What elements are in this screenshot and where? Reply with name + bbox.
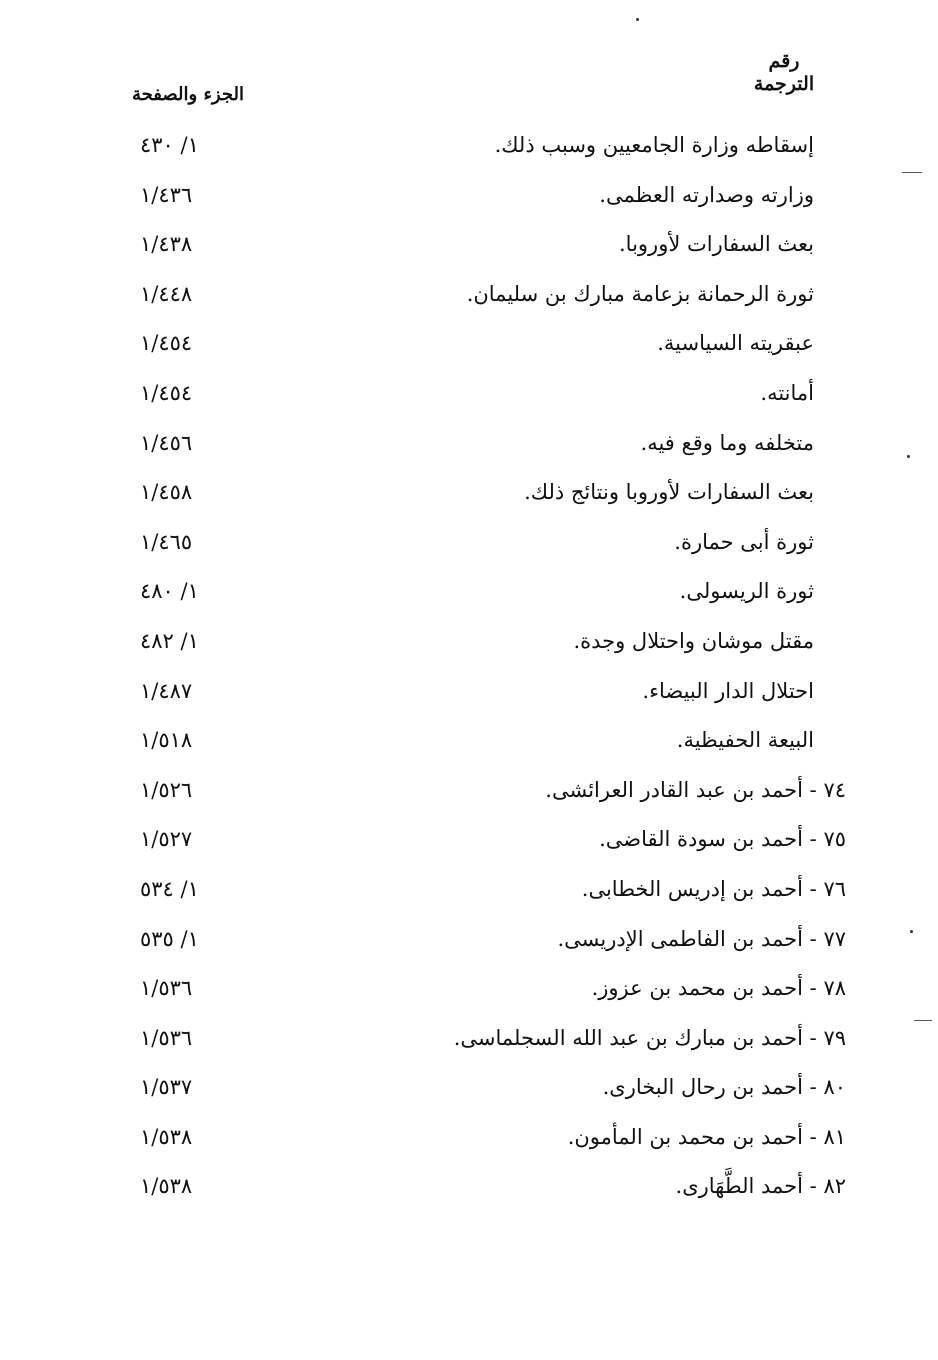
entry-title: إسقاطه وزارة الجامعيين وسبب ذلك. <box>494 133 814 157</box>
entry-title: احتلال الدار البيضاء. <box>642 678 814 703</box>
entry-page: ١/٥٣٦ <box>140 1025 193 1050</box>
entry-title: ٧٤ - أحمد بن عبد القادر العرائشى. <box>545 777 846 802</box>
entry-page: ١/ ٤٨٠ <box>140 579 199 604</box>
entry-title: ٧٨ - أحمد بن محمد بن عزوز. <box>591 976 846 1001</box>
toc-row <box>0 1169 938 1219</box>
entry-title: ثورة الريسولى. <box>679 579 814 604</box>
scan-speck <box>907 455 910 458</box>
entry-page: ١/٤٥٨ <box>140 480 193 505</box>
entry-title: بعث السفارات لأوروبا ونتائج ذلك. <box>524 480 814 505</box>
volume-page-column-header: الجزء والصفحة <box>132 84 244 105</box>
toc-row <box>0 376 938 426</box>
toc-row <box>0 525 938 575</box>
entry-title: ثورة الرحمانة بزعامة مبارك بن سليمان. <box>466 281 814 306</box>
entry-title: ٨٠ - أحمد بن رحال البخارى. <box>602 1075 846 1100</box>
entry-page: ١/٤٦٥ <box>140 529 193 554</box>
entry-title: ثورة أبى حمارة. <box>674 529 814 554</box>
toc-row <box>0 178 938 228</box>
entry-title: البيعة الحفيظية. <box>676 728 814 753</box>
entry-number-header-line1: رقم <box>768 50 800 72</box>
toc-row <box>0 1070 938 1120</box>
toc-row <box>0 1120 938 1170</box>
entry-page: ١/ ٤٨٢ <box>140 628 199 653</box>
toc-row <box>0 822 938 872</box>
entry-title: أمانته. <box>760 380 814 405</box>
scan-speck <box>910 930 913 933</box>
entry-page: ١/٤٣٦ <box>140 182 193 207</box>
entry-page: ١/٤٥٤ <box>140 380 193 405</box>
toc-row <box>0 922 938 972</box>
toc-row <box>0 872 938 922</box>
entry-title: ٧٧ - أحمد بن الفاطمى الإدريسى. <box>557 926 846 951</box>
entry-page: ١/٤٨٧ <box>140 678 193 703</box>
entry-page: ١/٥٣٧ <box>140 1075 193 1100</box>
entry-page: ١/٥٢٧ <box>140 827 193 852</box>
entry-title: ٨٢ - أحمد الطَّهَارى. <box>675 1174 846 1199</box>
entry-page: ١/٥١٨ <box>140 728 193 753</box>
entry-title: ٧٦ - أحمد بن إدريس الخطابى. <box>581 876 846 901</box>
toc-row <box>0 574 938 624</box>
entry-page: ١/٤٤٨ <box>140 281 193 306</box>
entry-page: ١/٥٢٦ <box>140 777 193 802</box>
entry-page: ١/ ٤٣٠ <box>140 133 199 157</box>
entry-title: ٨١ - أحمد بن محمد بن المأمون. <box>567 1124 846 1149</box>
entry-title: ٧٩ - أحمد بن مبارك بن عبد الله السجلماسى. <box>453 1025 846 1050</box>
toc-row <box>0 773 938 823</box>
entry-page: ١/٥٣٨ <box>140 1174 193 1199</box>
toc-row <box>0 426 938 476</box>
entry-title: مقتل موشان واحتلال وجدة. <box>573 628 814 653</box>
toc-row <box>0 1021 938 1071</box>
entry-page: ١/٤٥٦ <box>140 430 193 455</box>
toc-row <box>0 326 938 376</box>
entry-title: عبقريته السياسية. <box>657 331 814 356</box>
entry-page: ١/٤٥٤ <box>140 331 193 356</box>
toc-row <box>0 227 938 277</box>
entry-page: ١/٥٣٨ <box>140 1124 193 1149</box>
entry-page: ١/ ٥٣٤ <box>140 876 199 901</box>
toc-row <box>0 277 938 327</box>
toc-row <box>0 128 938 178</box>
entry-number-column-header <box>724 50 844 96</box>
toc-row <box>0 971 938 1021</box>
scan-mark <box>914 1020 932 1021</box>
scan-speck <box>636 18 639 21</box>
entry-page: ١/ ٥٣٥ <box>140 926 199 951</box>
entry-title: بعث السفارات لأوروبا. <box>619 232 814 257</box>
entry-number-header-line2: الترجمة <box>753 73 815 95</box>
entry-page: ١/٤٣٨ <box>140 232 193 257</box>
entry-title: متخلفه وما وقع فيه. <box>640 430 814 455</box>
scan-mark <box>902 172 922 173</box>
entry-page: ١/٥٣٦ <box>140 976 193 1001</box>
toc-row <box>0 723 938 773</box>
toc-row <box>0 624 938 674</box>
table-of-contents <box>0 128 938 1219</box>
entry-title: وزارته وصدارته العظمى. <box>599 182 814 207</box>
toc-row <box>0 674 938 724</box>
entry-title: ٧٥ - أحمد بن سودة القاضى. <box>599 827 846 852</box>
toc-row <box>0 475 938 525</box>
